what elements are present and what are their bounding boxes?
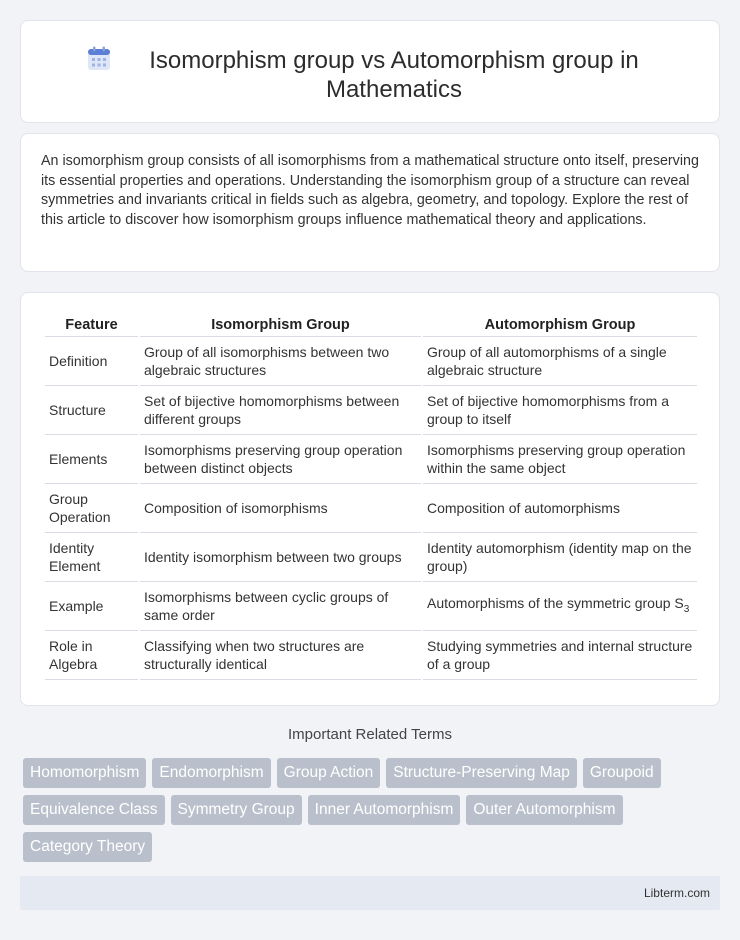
- cell-feature-text: Identity Element: [49, 540, 101, 574]
- table-row: [45, 386, 697, 435]
- cell-automorphism-text: Composition of automorphisms: [427, 500, 620, 516]
- cell-feature-text: Definition: [49, 353, 108, 369]
- cell-automorphism-text: Group of all automorphisms of a single algebraic structure: [427, 344, 667, 378]
- table-row: [45, 337, 697, 386]
- related-term-tag[interactable]: Inner Automorphism: [308, 795, 461, 825]
- table-row: [45, 533, 697, 582]
- calendar-icon: [86, 46, 112, 72]
- cell-isomorphism: [140, 582, 421, 631]
- cell-feature-text: Example: [49, 598, 104, 614]
- related-term-tag[interactable]: Symmetry Group: [171, 795, 302, 825]
- related-terms-list: [23, 758, 723, 862]
- cell-isomorphism: [140, 631, 421, 680]
- column-header-automorphism: Automorphism Group: [423, 313, 697, 337]
- related-terms-title: Important Related Terms: [288, 726, 452, 743]
- intro-card: [20, 133, 720, 272]
- cell-feature: [45, 582, 138, 631]
- cell-isomorphism-text: Classifying when two structures are structurally identical: [144, 638, 365, 672]
- title-card: [20, 20, 720, 123]
- related-term-tag[interactable]: Group Action: [277, 758, 381, 788]
- cell-feature-text: Structure: [49, 402, 106, 418]
- cell-automorphism-text: Identity automorphism (identity map on the group): [427, 540, 692, 574]
- table-row: [45, 484, 697, 533]
- cell-automorphism: [423, 631, 697, 680]
- cell-isomorphism: [140, 435, 421, 484]
- column-header-isomorphism: Isomorphism Group: [140, 313, 421, 337]
- comparison-table-card: [20, 292, 720, 706]
- cell-automorphism-text: Studying symmetries and internal structure of a group: [427, 638, 693, 672]
- related-term-tag[interactable]: Category Theory: [23, 832, 152, 862]
- cell-isomorphism-text: Isomorphisms between cyclic groups of same order: [144, 589, 389, 623]
- cell-feature-text: Role in Algebra: [49, 638, 98, 672]
- cell-feature: [45, 631, 138, 680]
- footer: [20, 876, 720, 910]
- cell-feature: [45, 386, 138, 435]
- cell-automorphism: [423, 337, 697, 386]
- cell-feature: [45, 337, 138, 386]
- related-term-tag[interactable]: Groupoid: [583, 758, 661, 788]
- cell-isomorphism: [140, 386, 421, 435]
- table-row: [45, 435, 697, 484]
- cell-isomorphism-text: Isomorphisms preserving group operation between distinct objects: [144, 442, 403, 476]
- cell-automorphism-text: Automorphisms of the symmetric group S: [427, 594, 684, 611]
- cell-isomorphism: [140, 484, 421, 533]
- column-header-feature: Feature: [45, 313, 138, 337]
- cell-feature: [45, 484, 138, 533]
- cell-isomorphism-text: Set of bijective homomorphisms between different groups: [144, 393, 400, 427]
- subscript: 3: [683, 603, 690, 615]
- cell-isomorphism: [140, 337, 421, 386]
- intro-paragraph: An isomorphism group consists of all isomorphisms from a mathematical structure onto itself, preserving its essential properties and operations. Understanding the isomorphism group of a structure can reveal symmetries and invariants critical in fields such as algebra, geometry, and topology. Explore the rest of this article to discover how isomorphism groups influence mathematical theory and applications.: [41, 153, 699, 228]
- cell-isomorphism-text: Composition of isomorphisms: [144, 500, 328, 516]
- cell-automorphism: [423, 484, 697, 533]
- cell-automorphism: [423, 435, 697, 484]
- page-title: Isomorphism group vs Automorphism group in Mathematics: [149, 47, 639, 103]
- comparison-table: [43, 313, 699, 680]
- cell-isomorphism-text: Group of all isomorphisms between two algebraic structures: [144, 344, 390, 378]
- cell-feature: [45, 533, 138, 582]
- cell-isomorphism: [140, 533, 421, 582]
- cell-feature-text: Group Operation: [49, 491, 111, 525]
- cell-automorphism: [423, 386, 697, 435]
- table-header-row: [45, 313, 697, 337]
- cell-feature: [45, 435, 138, 484]
- table-row: [45, 631, 697, 680]
- table-row: [45, 582, 697, 631]
- related-term-tag[interactable]: Homomorphism: [23, 758, 146, 788]
- cell-feature-text: Elements: [49, 451, 108, 467]
- cell-automorphism: [423, 582, 697, 631]
- cell-automorphism-text: Isomorphisms preserving group operation within the same object: [427, 442, 686, 476]
- related-term-tag[interactable]: Outer Automorphism: [466, 795, 622, 825]
- related-term-tag[interactable]: Structure-Preserving Map: [386, 758, 577, 788]
- cell-automorphism-text: Set of bijective homomorphisms from a group to itself: [427, 393, 669, 427]
- cell-isomorphism-text: Identity isomorphism between two groups: [144, 549, 402, 565]
- footer-site-link[interactable]: Libterm.com: [643, 886, 710, 900]
- related-term-tag[interactable]: Equivalence Class: [23, 795, 165, 825]
- cell-automorphism: [423, 533, 697, 582]
- related-term-tag[interactable]: Endomorphism: [152, 758, 270, 788]
